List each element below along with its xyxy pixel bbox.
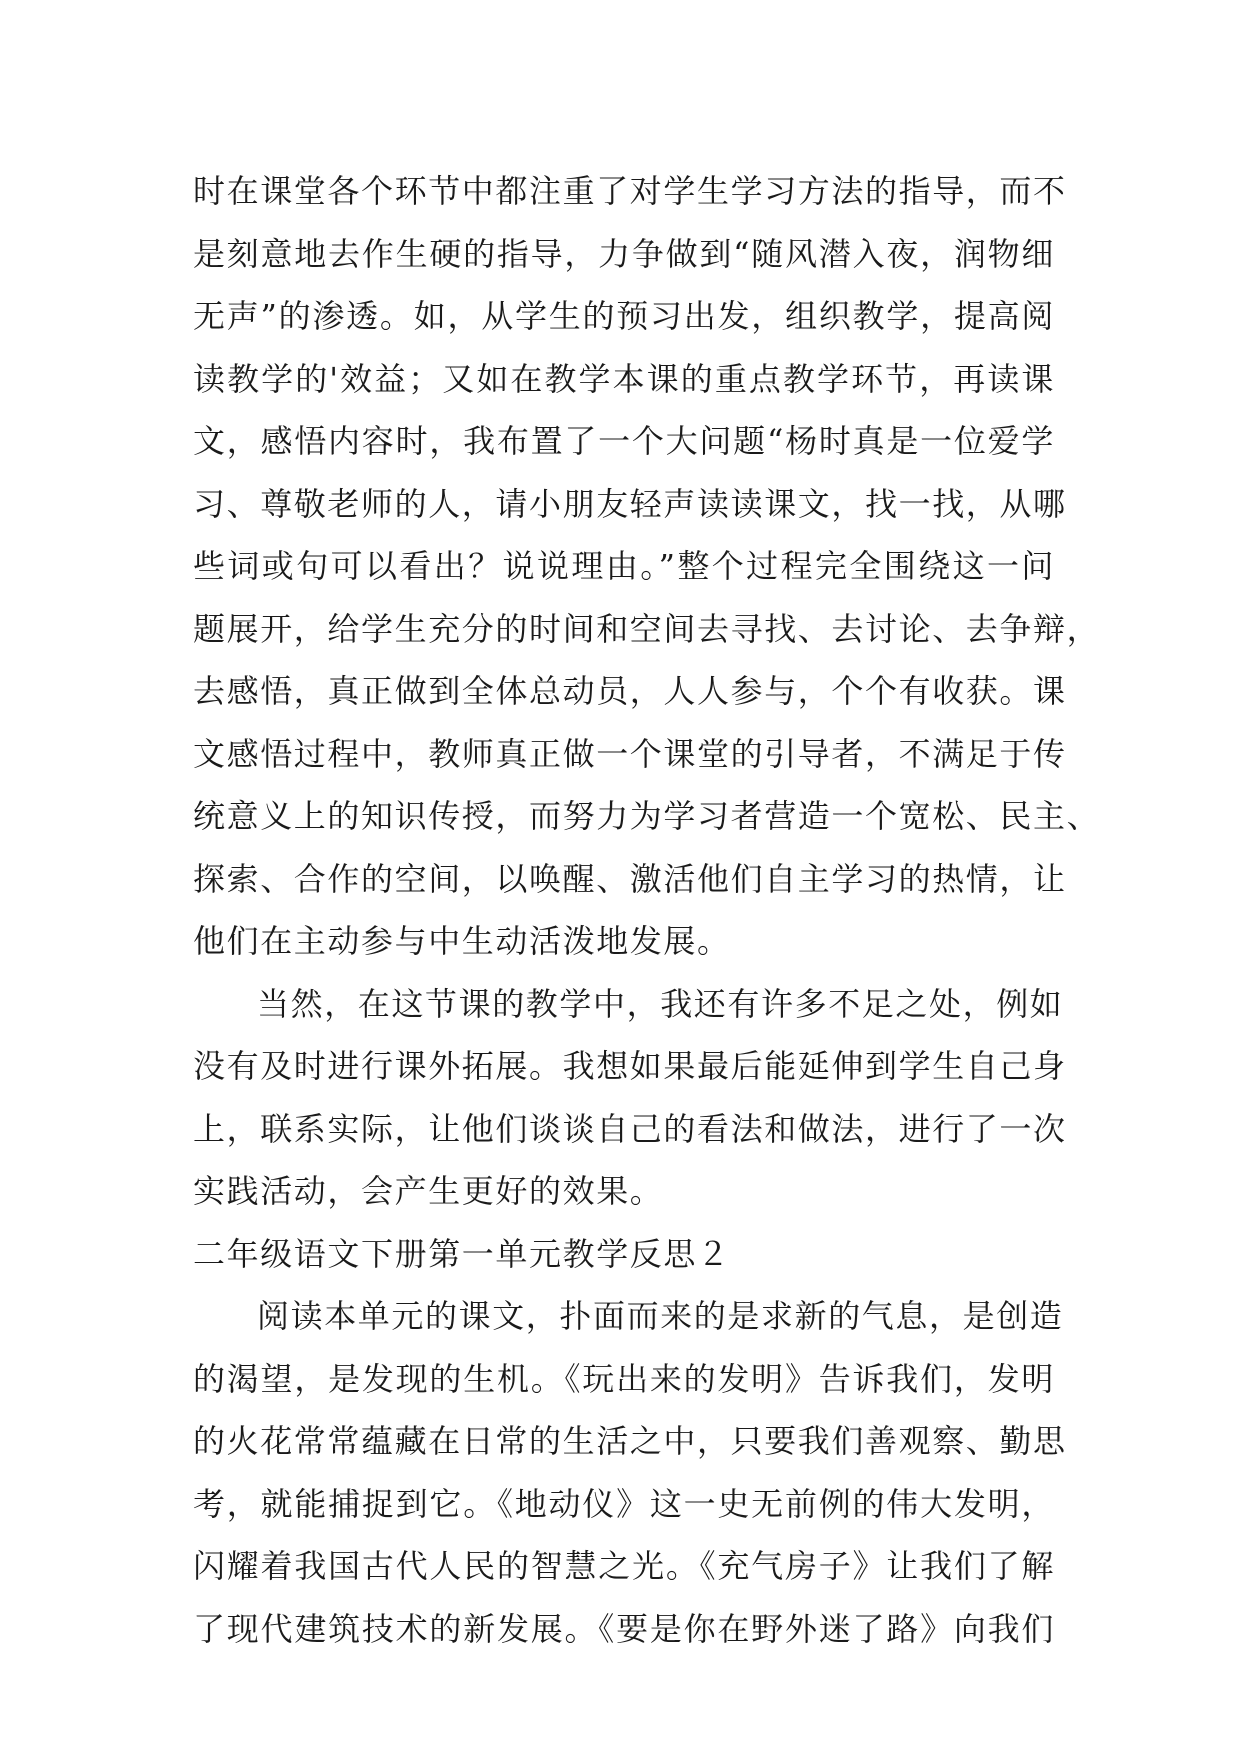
text-line-paragraph-end: 实践活动，会产生更好的效果。 — [193, 1172, 664, 1210]
text-line: 统意义上的知识传授，而努力为学习者营造一个宽松、民主、 — [193, 797, 1101, 835]
text-line: 的渴望，是发现的生机。《玩出来的发明》告诉我们，发明 — [193, 1359, 1055, 1398]
text-line: 读教学的'效益；又如在教学本课的重点教学环节，再读课 — [193, 359, 1055, 398]
text-line: 是刻意地去作生硬的指导，力争做到“随风潜入夜，润物细 — [193, 234, 1055, 273]
text-line: 的火花常常蕴藏在日常的生活之中，只要我们善观察、勤思 — [193, 1422, 1067, 1460]
text-line: 文，感悟内容时，我布置了一个大问题“杨时真是一位爱学 — [193, 422, 1055, 460]
document-body — [193, 160, 1101, 1660]
text-line: 文感悟过程中，教师真正做一个课堂的引导者，不满足于传 — [193, 734, 1067, 773]
text-line: 题展开，给学生充分的时间和空间去寻找、去讨论、去争辩， — [193, 609, 1101, 648]
text-line: 了现代建筑技术的新发展。《要是你在野外迷了路》向我们 — [193, 1609, 1055, 1648]
text-line: 无声”的渗透。如，从学生的预习出发，组织教学，提高阅 — [193, 297, 1055, 335]
text-line: 考，就能捕捉到它。《地动仪》这一史无前例的伟大发明， — [193, 1484, 1055, 1523]
text-line: 些词或句可以看出？说说理由。”整个过程完全围绕这一问 — [193, 547, 1055, 585]
section-heading: 二年级语文下册第一单元教学反思２ — [193, 1234, 731, 1273]
text-line: 去感悟，真正做到全体总动员，人人参与，个个有收获。课 — [193, 672, 1067, 710]
text-line: 习、尊敬老师的人，请小朋友轻声读读课文，找一找，从哪 — [193, 484, 1067, 523]
text-line-paragraph-start: 阅读本单元的课文，扑面而来的是求新的气息，是创造 — [257, 1297, 1064, 1335]
text-line: 探索、合作的空间，以唤醒、激活他们自主学习的热情，让 — [193, 859, 1067, 898]
text-line: 时在课堂各个环节中都注重了对学生学习方法的指导，而不 — [193, 172, 1067, 210]
text-line: 没有及时进行课外拓展。我想如果最后能延伸到学生自己身 — [193, 1047, 1067, 1085]
text-line-paragraph-end: 他们在主动参与中生动活泼地发展。 — [193, 922, 731, 960]
text-line: 闪耀着我国古代人民的智慧之光。《充气房子》让我们了解 — [193, 1547, 1055, 1585]
text-line: 上，联系实际，让他们谈谈自己的看法和做法，进行了一次 — [193, 1109, 1067, 1148]
text-line-paragraph-start: 当然，在这节课的教学中，我还有许多不足之处，例如 — [257, 984, 1064, 1023]
